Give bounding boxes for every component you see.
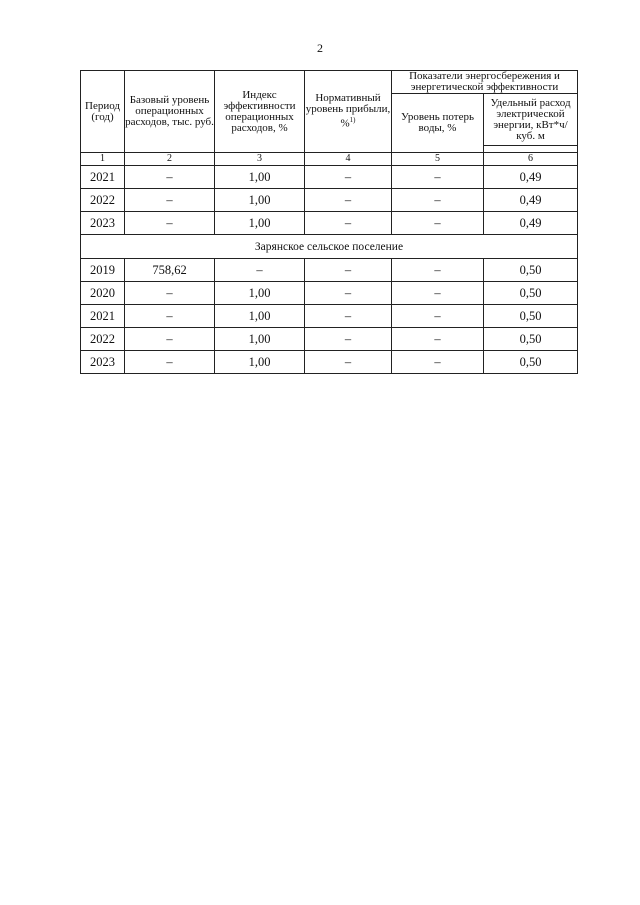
cell-profit-level: –: [305, 305, 392, 328]
cell-electricity-use: 0,49: [484, 212, 578, 235]
column-number-row: [81, 153, 578, 166]
cell-profit-level: –: [305, 282, 392, 305]
cell-electricity-use: 0,50: [484, 351, 578, 374]
cell-efficiency-index: 1,00: [215, 351, 305, 374]
table-row: [81, 351, 578, 374]
cell-electricity-use: 0,49: [484, 166, 578, 189]
column-number: 3: [215, 153, 305, 166]
cell-base-level: –: [125, 166, 215, 189]
header-spacer: [484, 146, 578, 153]
cell-profit-level: –: [305, 212, 392, 235]
table-row: [81, 282, 578, 305]
cell-period: 2022: [81, 189, 125, 212]
table-row: [81, 212, 578, 235]
column-number: 4: [305, 153, 392, 166]
header-electricity-use: Удельный расход электрической энергии, кВт*ч/куб. м: [484, 94, 578, 146]
table-row: [81, 328, 578, 351]
cell-period: 2019: [81, 259, 125, 282]
cell-efficiency-index: 1,00: [215, 212, 305, 235]
cell-water-loss: –: [392, 282, 484, 305]
cell-profit-level: –: [305, 328, 392, 351]
cell-efficiency-index: 1,00: [215, 305, 305, 328]
cell-base-level: –: [125, 305, 215, 328]
cell-profit-level: –: [305, 166, 392, 189]
table-row: [81, 305, 578, 328]
cell-efficiency-index: 1,00: [215, 166, 305, 189]
table-row: [81, 259, 578, 282]
header-energy-group: Показатели энергосбережения и энергетической эффективности: [392, 71, 578, 94]
cell-water-loss: –: [392, 328, 484, 351]
page-number: 2: [317, 41, 323, 55]
column-number: 2: [125, 153, 215, 166]
cell-period: 2023: [81, 212, 125, 235]
cell-efficiency-index: 1,00: [215, 189, 305, 212]
cell-efficiency-index: 1,00: [215, 282, 305, 305]
cell-efficiency-index: 1,00: [215, 328, 305, 351]
cell-base-level: –: [125, 351, 215, 374]
cell-base-level: –: [125, 328, 215, 351]
cell-base-level: –: [125, 282, 215, 305]
table-row: [81, 189, 578, 212]
cell-water-loss: –: [392, 166, 484, 189]
cell-period: 2021: [81, 166, 125, 189]
cell-electricity-use: 0,50: [484, 305, 578, 328]
tariff-table: [80, 70, 578, 374]
section-row: [81, 235, 578, 259]
cell-efficiency-index: –: [215, 259, 305, 282]
cell-profit-level: –: [305, 259, 392, 282]
cell-period: 2021: [81, 305, 125, 328]
header-profit-level-text: Нормативный уровень прибыли, %: [305, 92, 391, 130]
section-title: Зарянское сельское поселение: [81, 235, 578, 259]
cell-base-level: –: [125, 189, 215, 212]
cell-water-loss: –: [392, 351, 484, 374]
cell-electricity-use: 0,50: [484, 259, 578, 282]
cell-water-loss: –: [392, 305, 484, 328]
column-number: 6: [484, 153, 578, 166]
header-efficiency-index: Индекс эффективности операционных расходов, %: [215, 71, 305, 153]
header-profit-footnote: 1): [349, 116, 356, 125]
cell-electricity-use: 0,49: [484, 189, 578, 212]
table-row: [81, 166, 578, 189]
cell-water-loss: –: [392, 212, 484, 235]
column-number: 1: [81, 153, 125, 166]
column-number: 5: [392, 153, 484, 166]
cell-base-level: 758,62: [125, 259, 215, 282]
cell-electricity-use: 0,50: [484, 328, 578, 351]
cell-water-loss: –: [392, 259, 484, 282]
header-profit-level: [305, 71, 392, 153]
cell-base-level: –: [125, 212, 215, 235]
header-base-level: Базовый уровень операционных расходов, тыс. руб.: [125, 71, 215, 153]
cell-water-loss: –: [392, 189, 484, 212]
cell-period: 2020: [81, 282, 125, 305]
cell-profit-level: –: [305, 351, 392, 374]
cell-profit-level: –: [305, 189, 392, 212]
header-water-loss: Уровень потерь воды, %: [392, 94, 484, 153]
cell-period: 2023: [81, 351, 125, 374]
header-period: Период (год): [81, 71, 125, 153]
cell-period: 2022: [81, 328, 125, 351]
cell-electricity-use: 0,50: [484, 282, 578, 305]
